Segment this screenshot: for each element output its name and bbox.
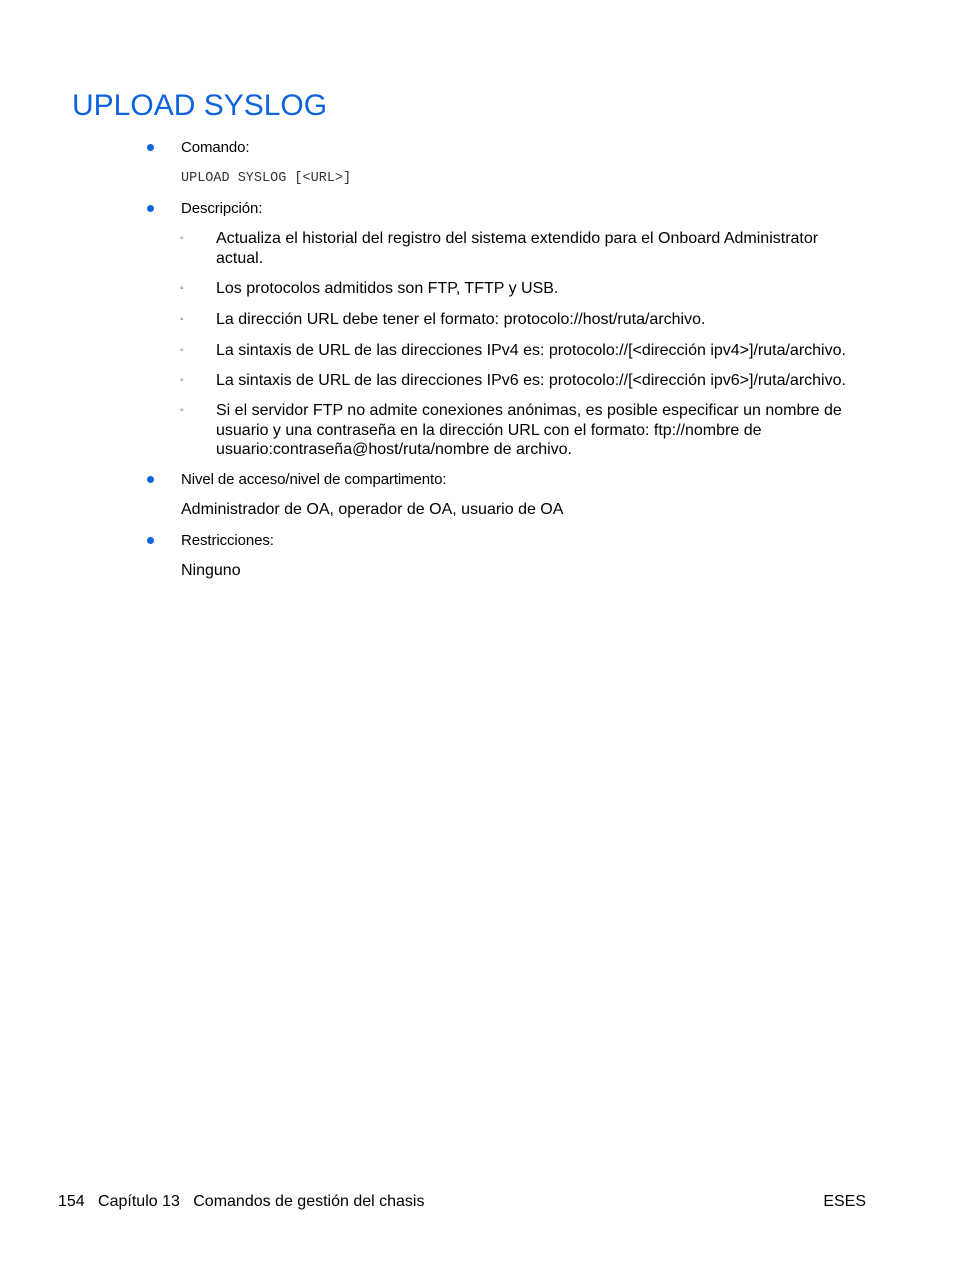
sub-bullet-icon: ◦ — [180, 233, 184, 244]
description-label-text: Descripción — [181, 200, 259, 217]
description-item: La sintaxis de URL de las direcciones IPv6 es: protocolo://[<dirección ipv6>]/ruta/archivo. — [216, 372, 846, 389]
page-number: 154 — [58, 1193, 85, 1210]
description-item: La sintaxis de URL de las direcciones IPv4 es: protocolo://[<dirección ipv4>]/ruta/archivo. — [216, 342, 846, 359]
command-label: Comando: — [181, 139, 250, 156]
access-level-value: Administrador de OA, operador de OA, usuario de OA — [181, 501, 564, 518]
page-footer — [58, 1192, 424, 1212]
bullet-icon — [147, 537, 154, 544]
chapter-title: Comandos de gestión del chasis — [193, 1193, 425, 1210]
bullet-icon — [147, 205, 154, 212]
description-item: Los protocolos admitidos son FTP, TFTP y USB. — [216, 280, 559, 297]
sub-bullet-icon: ◦ — [180, 405, 184, 416]
description-item: La dirección URL debe tener el formato: protocolo://host/ruta/archivo. — [216, 311, 706, 328]
sub-bullet-icon: ◦ — [180, 314, 184, 325]
description-label — [181, 199, 262, 218]
restrictions-label: Restricciones: — [181, 532, 274, 549]
sub-bullet-icon: ◦ — [180, 345, 184, 356]
page-title: UPLOAD SYSLOG — [72, 89, 328, 122]
access-level-label: Nivel de acceso/nivel de compartimento: — [181, 471, 447, 488]
locale-code: ESES — [823, 1193, 866, 1210]
sub-bullet-icon: ◦ — [180, 375, 184, 386]
chapter-number: Capítulo 13 — [98, 1193, 180, 1210]
description-label-colon: : — [258, 200, 263, 217]
bullet-icon — [147, 144, 154, 151]
restrictions-value: Ninguno — [181, 562, 241, 579]
description-item: Si el servidor FTP no admite conexiones anónimas, es posible especificar un nombre de usuario y una contraseña en la dirección URL con el formato: ftp://nombre de usuario:contraseña@host/ruta/nombre de archivo. — [216, 402, 842, 458]
sub-bullet-icon: ◦ — [180, 283, 184, 294]
bullet-icon — [147, 476, 154, 483]
description-item: Actualiza el historial del registro del sistema extendido para el Onboard Administrator actual. — [216, 230, 819, 267]
command-syntax: UPLOAD SYSLOG [<URL>] — [181, 171, 352, 186]
